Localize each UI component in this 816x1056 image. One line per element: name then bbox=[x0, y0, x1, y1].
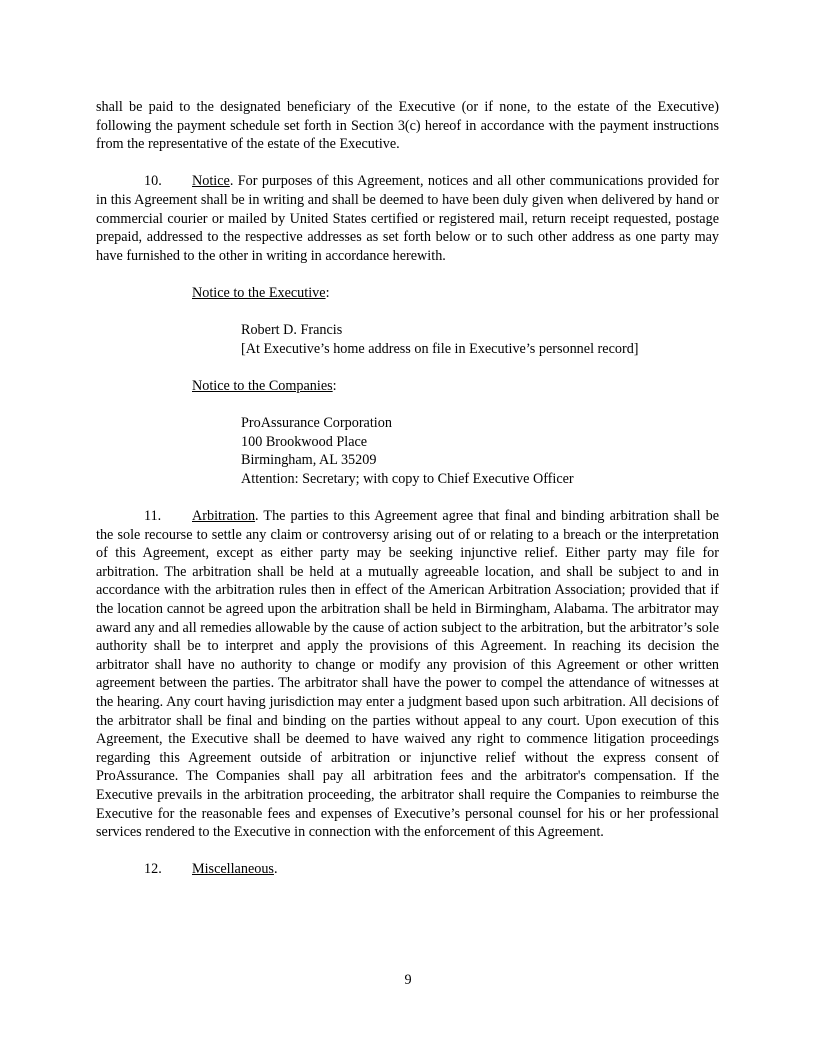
address-line: Attention: Secretary; with copy to Chief Executive Officer bbox=[241, 470, 574, 487]
executive-notice-heading: Notice to the Executive bbox=[192, 284, 326, 301]
address-line: 100 Brookwood Place bbox=[241, 433, 368, 450]
section-heading: Miscellaneous bbox=[192, 861, 274, 878]
section-number: 12. bbox=[144, 861, 162, 878]
executive-notice-block: Notice to the Executive: bbox=[192, 284, 330, 301]
section-10-notice bbox=[96, 172, 719, 265]
section-body: . The parties to this Agreement agree that final and binding arbitration shall be the sole recourse to settle any claim or controversy arising out of or relating to a breach or the interpretation of this Agreement, except as either party may be seeking injunctive relief. Either party may file for arbitration. The arbitration shall be held at a mutually agreeable location, and shall be subject to and in accordance with the arbitration rules then in effect of the American Arbitration Association; provided that if the location cannot be agreed upon the arbitration shall be held in Birmingham, Alabama. The arbitrator may award any and all remedies allowable by the cause of action subject to the arbitration, but the arbitrator’s sole authority shall be to interpret and apply the provisions of this Agreement. In reaching its decision the arbitrator shall have no authority to change or modify any provision of this Agreement or other written agreement between the parties. The arbitrator shall have the power to compel the attendance of witnesses at the hearing. Any court having jurisdiction may enter a judgment based upon such arbitration. All decisions of the arbitrator shall be final and binding on the parties without appeal to any court. Upon execution of this Agreement, the Executive shall be deemed to have waived any right to commence litigation proceedings regarding this Agreement outside of arbitration or injunctive relief without the express consent of ProAssurance. The Companies shall pay all arbitration fees and the arbitrator's compensation. If the Executive prevails in the arbitration proceeding, the arbitrator shall require the Companies to reimburse the Executive for the reasonable fees and expenses of Executive’s personal counsel for his or her professional services rendered to the Executive in connection with the enforcement of this Agreement. bbox=[96, 508, 719, 841]
address-line: ProAssurance Corporation bbox=[241, 415, 392, 432]
companies-notice-block: Notice to the Companies: bbox=[192, 377, 337, 394]
section-trailing: . bbox=[273, 861, 278, 878]
executive-address bbox=[241, 321, 719, 358]
address-line: Robert D. Francis bbox=[241, 322, 343, 339]
section-body: . For purposes of this Agreement, notices and all other communications provided for in this Agreement shall be in writing and shall be deemed to have been duly given when delivered by hand or commercial courier or mailed by United States certified or registered mail, return receipt requested, postage prepaid, addressed to the respective addresses as set forth below or to such other address as one party may have furnished to the other in writing in accordance herewith. bbox=[96, 173, 719, 264]
section-12-miscellaneous bbox=[96, 860, 719, 879]
section-number: 11. bbox=[144, 508, 162, 525]
address-line: [At Executive’s home address on file in Executive’s personnel record] bbox=[241, 340, 639, 357]
section-heading: Arbitration bbox=[192, 508, 256, 525]
continuation-paragraph: shall be paid to the designated beneficiary of the Executive (or if none, to the estate of the Executive) following the payment schedule set forth in Section 3(c) hereof in accordance with the payment instructions from the representative of the estate of the Executive. bbox=[96, 99, 719, 153]
page-number: 9 bbox=[404, 972, 412, 988]
section-heading: Notice bbox=[192, 173, 230, 190]
document-page bbox=[96, 98, 719, 879]
section-11-arbitration bbox=[96, 507, 719, 842]
companies-notice-heading: Notice to the Companies bbox=[192, 377, 333, 394]
companies-address bbox=[241, 414, 719, 488]
section-number: 10. bbox=[144, 173, 162, 190]
address-line: Birmingham, AL 35209 bbox=[241, 452, 377, 469]
